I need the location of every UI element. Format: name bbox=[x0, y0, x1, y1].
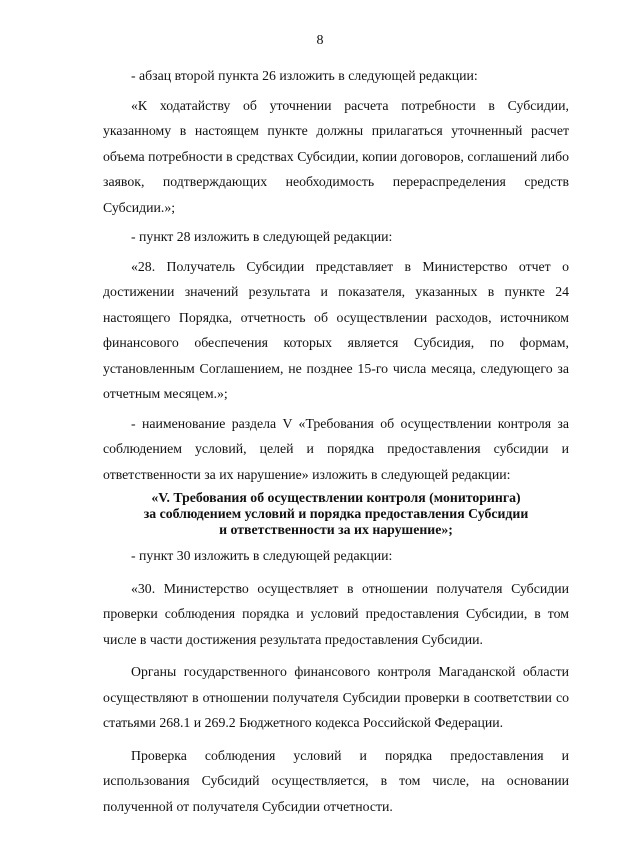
paragraph-amend-30: - пункт 30 изложить в следующей редакции: bbox=[131, 548, 393, 563]
document-body bbox=[103, 63, 569, 819]
heading-line-2: за соблюдением условий и порядка предоставления Субсидии bbox=[143, 506, 529, 521]
page-number: 8 bbox=[316, 33, 324, 48]
paragraph-control-bodies: Органы государственного финансового контроля Магаданской области осуществляют в отношении получателя Субсидии проверки в соответствии со статьями 268.1 и 269.2 Бюджетного кодекса Российской Федерации. bbox=[103, 664, 569, 730]
paragraph-quote-26: «К ходатайству об уточнении расчета потребности в Субсидии, указанному в настоящем пункте должны прилагаться уточненный расчет объема потребности в средствах Субсидии, копии договоров, соглашений либо заявок, подтверждающих необходимость перераспределения средств Субсидии.»; bbox=[103, 97, 569, 215]
section-v-heading bbox=[103, 490, 569, 538]
heading-line-1: «V. Требования об осуществлении контроля (мониторинга) bbox=[151, 490, 521, 505]
paragraph-quote-30: «30. Министерство осуществляет в отношении получателя Субсидии проверки соблюдения порядка и условий предоставления Субсидии, в том числе в части достижения результата предоставления Субсидии. bbox=[103, 580, 569, 647]
heading-line-3: и ответственности за их нарушение»; bbox=[219, 522, 453, 537]
paragraph-quote-28: «28. Получатель Субсидии представляет в Министерство отчет о достижении значений результата и показателя, указанных в пункте 24 настоящего Порядка, отчетность об осуществлении расходов, источником финансового обеспечения которых является Субсидия, по формам, установленным Соглашением, не позднее 15-го числа месяца, следующего за отчетным месяцем.»; bbox=[103, 258, 569, 401]
paragraph-verification: Проверка соблюдения условий и порядка предоставления и использования Субсидий осуществляется, в том числе, на основании полученной от получателя Субсидии отчетности. bbox=[103, 747, 569, 814]
paragraph-amend-28: - пункт 28 изложить в следующей редакции: bbox=[131, 229, 393, 244]
paragraph-amend-26: - абзац второй пункта 26 изложить в следующей редакции: bbox=[131, 68, 478, 83]
paragraph-amend-section-v: - наименование раздела V «Требования об осуществлении контроля за соблюдением условий, целей и порядка предоставления субсидии и ответственности за их нарушение» изложить в следующей редакции: bbox=[103, 415, 569, 482]
